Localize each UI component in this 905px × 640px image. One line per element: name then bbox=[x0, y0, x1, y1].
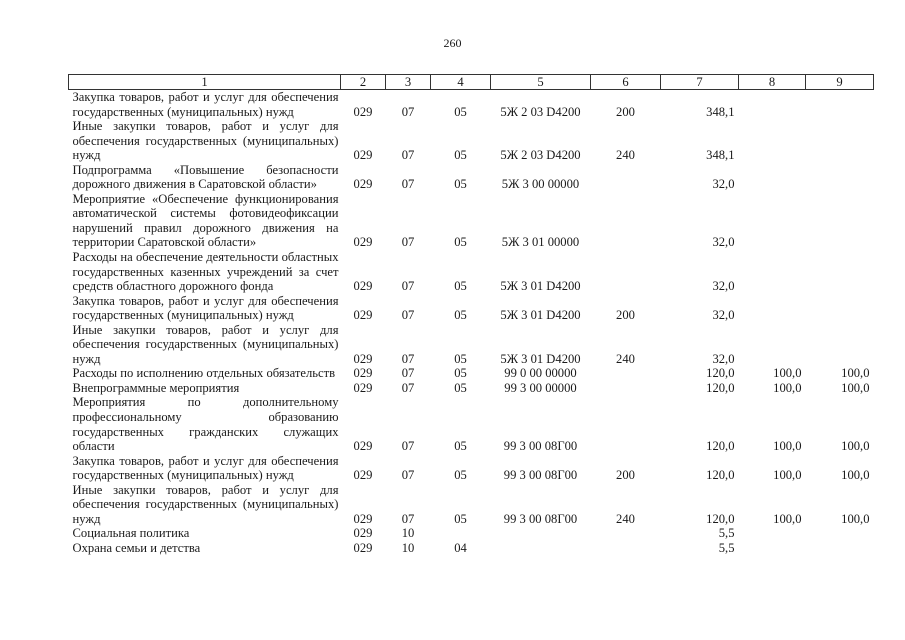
cell-col-4: 05 bbox=[454, 308, 467, 323]
cell-col-7: 120,0 bbox=[706, 511, 735, 526]
cell-col-5: 99 0 00 00000 bbox=[504, 366, 577, 381]
cell-col-2: 029 bbox=[353, 235, 373, 250]
cell-col-7: 5,5 bbox=[718, 526, 735, 541]
cell-col-3: 07 bbox=[401, 235, 415, 250]
cell-col-3: 10 bbox=[401, 540, 415, 555]
cell-col-5: 5Ж 2 03 D4200 bbox=[500, 104, 581, 119]
cell-col-3: 07 bbox=[401, 177, 415, 192]
cell-col-4: 05 bbox=[454, 380, 467, 395]
cell-col-7: 5,5 bbox=[718, 540, 735, 555]
column-header-2: 2 bbox=[341, 75, 386, 90]
table-row bbox=[69, 163, 874, 192]
column-header-7: 7 bbox=[661, 75, 739, 90]
cell-col-2: 029 bbox=[353, 279, 373, 294]
cell-col-7: 348,1 bbox=[706, 148, 735, 163]
table-row bbox=[69, 294, 874, 323]
cell-col-4: 05 bbox=[454, 511, 467, 526]
column-header-1: 1 bbox=[69, 75, 341, 90]
cell-col-5 bbox=[491, 526, 591, 541]
cell-col-7: 348,1 bbox=[706, 104, 735, 119]
cell-col-6: 200 bbox=[616, 308, 635, 323]
cell-col-9 bbox=[806, 192, 874, 250]
column-header-3: 3 bbox=[386, 75, 431, 90]
table-row bbox=[69, 395, 874, 453]
column-header-4: 4 bbox=[431, 75, 491, 90]
cell-col-6: 240 bbox=[616, 148, 635, 163]
cell-col-4: 05 bbox=[454, 279, 467, 294]
cell-col-8 bbox=[739, 250, 806, 294]
cell-col-9 bbox=[806, 294, 874, 323]
cell-col-5: 99 3 00 00000 bbox=[504, 380, 577, 395]
cell-col-9: 100,0 bbox=[841, 468, 870, 483]
row-description: Расходы на обеспечение деятельности областных государственных казенных учреждений за счет средств областного дорожного фонда bbox=[72, 250, 339, 294]
cell-col-9: 100,0 bbox=[841, 380, 870, 395]
cell-col-7: 120,0 bbox=[706, 468, 735, 483]
row-description: Охрана семьи и детства bbox=[72, 540, 201, 555]
cell-col-2: 029 bbox=[353, 104, 373, 119]
table-row bbox=[69, 483, 874, 527]
cell-col-6 bbox=[591, 526, 661, 541]
cell-col-7: 120,0 bbox=[706, 366, 735, 381]
cell-col-6 bbox=[591, 366, 661, 381]
cell-col-3: 07 bbox=[401, 511, 415, 526]
cell-col-8 bbox=[739, 323, 806, 367]
cell-col-8: 100,0 bbox=[773, 511, 802, 526]
cell-col-4: 05 bbox=[454, 468, 467, 483]
column-header-6: 6 bbox=[591, 75, 661, 90]
cell-col-9: 100,0 bbox=[841, 366, 870, 381]
cell-col-6 bbox=[591, 192, 661, 250]
cell-col-6 bbox=[591, 163, 661, 192]
cell-col-3: 07 bbox=[401, 148, 415, 163]
cell-col-4: 04 bbox=[454, 540, 467, 555]
table-row bbox=[69, 526, 874, 541]
row-description: Закупка товаров, работ и услуг для обеспечения государственных (муниципальных) нужд bbox=[72, 90, 339, 119]
cell-col-9 bbox=[806, 90, 874, 120]
cell-col-8: 100,0 bbox=[773, 366, 802, 381]
row-description: Мероприятие «Обеспечение функционирования автоматической системы фотовидеофиксации нарушений правил дорожного движения на территории Саратовской области» bbox=[72, 191, 339, 250]
cell-col-2: 029 bbox=[353, 380, 373, 395]
cell-col-5: 99 3 00 08Г00 bbox=[503, 468, 578, 483]
cell-col-6 bbox=[591, 250, 661, 294]
cell-col-6 bbox=[591, 381, 661, 396]
cell-col-2: 029 bbox=[353, 308, 373, 323]
cell-col-6: 240 bbox=[616, 511, 635, 526]
cell-col-4: 05 bbox=[454, 439, 467, 454]
cell-col-5: 5Ж 3 01 D4200 bbox=[500, 351, 581, 366]
column-header-5: 5 bbox=[491, 75, 591, 90]
cell-col-5: 5Ж 2 03 D4200 bbox=[500, 148, 581, 163]
cell-col-2: 029 bbox=[353, 540, 373, 555]
cell-col-5: 5Ж 3 01 D4200 bbox=[500, 279, 581, 294]
cell-col-4: 05 bbox=[454, 235, 467, 250]
column-header-9: 9 bbox=[806, 75, 874, 90]
cell-col-4: 05 bbox=[454, 177, 467, 192]
cell-col-7: 32,0 bbox=[712, 235, 735, 250]
table-row bbox=[69, 250, 874, 294]
cell-col-2: 029 bbox=[353, 526, 373, 541]
cell-col-5: 99 3 00 08Г00 bbox=[503, 439, 578, 454]
cell-col-3: 07 bbox=[401, 351, 415, 366]
cell-col-4: 05 bbox=[454, 366, 467, 381]
cell-col-7: 32,0 bbox=[712, 308, 735, 323]
row-description: Расходы по исполнению отдельных обязательств bbox=[72, 366, 336, 381]
cell-col-8: 100,0 bbox=[773, 468, 802, 483]
cell-col-3: 10 bbox=[401, 526, 415, 541]
row-description: Иные закупки товаров, работ и услуг для обеспечения государственных (муниципальных) нужд bbox=[72, 482, 339, 526]
cell-col-9 bbox=[806, 323, 874, 367]
table-row bbox=[69, 381, 874, 396]
cell-col-9 bbox=[806, 250, 874, 294]
cell-col-9 bbox=[806, 119, 874, 163]
cell-col-9 bbox=[806, 541, 874, 556]
cell-col-2: 029 bbox=[353, 351, 373, 366]
row-description: Закупка товаров, работ и услуг для обеспечения государственных (муниципальных) нужд bbox=[72, 293, 339, 323]
cell-col-6: 200 bbox=[616, 104, 635, 119]
cell-col-7: 120,0 bbox=[706, 439, 735, 454]
cell-col-3: 07 bbox=[401, 468, 415, 483]
cell-col-7: 32,0 bbox=[712, 177, 735, 192]
cell-col-4: 05 bbox=[454, 104, 467, 119]
row-description: Закупка товаров, работ и услуг для обеспечения государственных (муниципальных) нужд bbox=[72, 453, 339, 483]
cell-col-9: 100,0 bbox=[841, 439, 870, 454]
cell-col-5: 5Ж 3 00 00000 bbox=[501, 177, 580, 192]
cell-col-8 bbox=[739, 163, 806, 192]
table-row bbox=[69, 192, 874, 250]
cell-col-2: 029 bbox=[353, 439, 373, 454]
cell-col-2: 029 bbox=[353, 511, 373, 526]
cell-col-3: 07 bbox=[401, 104, 415, 119]
table-row bbox=[69, 90, 874, 120]
row-description: Мероприятия по дополнительному профессиональному образованию государственных гражданских служащих области bbox=[72, 395, 339, 454]
cell-col-9: 100,0 bbox=[841, 511, 870, 526]
cell-col-8 bbox=[739, 192, 806, 250]
cell-col-7: 32,0 bbox=[712, 351, 735, 366]
table-row bbox=[69, 119, 874, 163]
cell-col-8: 100,0 bbox=[773, 439, 802, 454]
table-row bbox=[69, 541, 874, 556]
row-description: Социальная политика bbox=[72, 526, 190, 541]
cell-col-2: 029 bbox=[353, 468, 373, 483]
cell-col-8 bbox=[739, 294, 806, 323]
cell-col-2: 029 bbox=[353, 148, 373, 163]
cell-col-6 bbox=[591, 541, 661, 556]
cell-col-4 bbox=[431, 526, 491, 541]
cell-col-5: 99 3 00 08Г00 bbox=[503, 511, 578, 526]
cell-col-5 bbox=[491, 541, 591, 556]
cell-col-2: 029 bbox=[353, 366, 373, 381]
cell-col-7: 32,0 bbox=[712, 279, 735, 294]
cell-col-3: 07 bbox=[401, 380, 415, 395]
cell-col-8 bbox=[739, 90, 806, 120]
row-description: Иные закупки товаров, работ и услуг для обеспечения государственных (муниципальных) нужд bbox=[72, 322, 339, 366]
cell-col-6: 240 bbox=[616, 351, 635, 366]
row-description: Иные закупки товаров, работ и услуг для обеспечения государственных (муниципальных) нужд bbox=[72, 119, 339, 163]
table-row bbox=[69, 454, 874, 483]
table-row bbox=[69, 366, 874, 381]
cell-col-9 bbox=[806, 163, 874, 192]
cell-col-3: 07 bbox=[401, 439, 415, 454]
table-row bbox=[69, 323, 874, 367]
budget-table bbox=[68, 74, 874, 556]
cell-col-2: 029 bbox=[353, 177, 373, 192]
cell-col-8 bbox=[739, 119, 806, 163]
cell-col-4: 05 bbox=[454, 351, 467, 366]
cell-col-6: 200 bbox=[616, 468, 635, 483]
cell-col-7: 120,0 bbox=[706, 380, 735, 395]
cell-col-6 bbox=[591, 395, 661, 453]
cell-col-8 bbox=[739, 526, 806, 541]
cell-col-3: 07 bbox=[401, 366, 415, 381]
header-row bbox=[69, 75, 874, 90]
cell-col-3: 07 bbox=[401, 279, 415, 294]
page-number: 260 bbox=[443, 36, 462, 50]
cell-col-8: 100,0 bbox=[773, 380, 802, 395]
column-header-8: 8 bbox=[739, 75, 806, 90]
row-description: Подпрограмма «Повышение безопасности дорожного движения в Саратовской области» bbox=[72, 162, 339, 192]
cell-col-9 bbox=[806, 526, 874, 541]
cell-col-5: 5Ж 3 01 00000 bbox=[501, 235, 580, 250]
row-description: Внепрограммные мероприятия bbox=[72, 380, 240, 395]
cell-col-8 bbox=[739, 541, 806, 556]
cell-col-4: 05 bbox=[454, 148, 467, 163]
cell-col-3: 07 bbox=[401, 308, 415, 323]
cell-col-5: 5Ж 3 01 D4200 bbox=[500, 308, 581, 323]
